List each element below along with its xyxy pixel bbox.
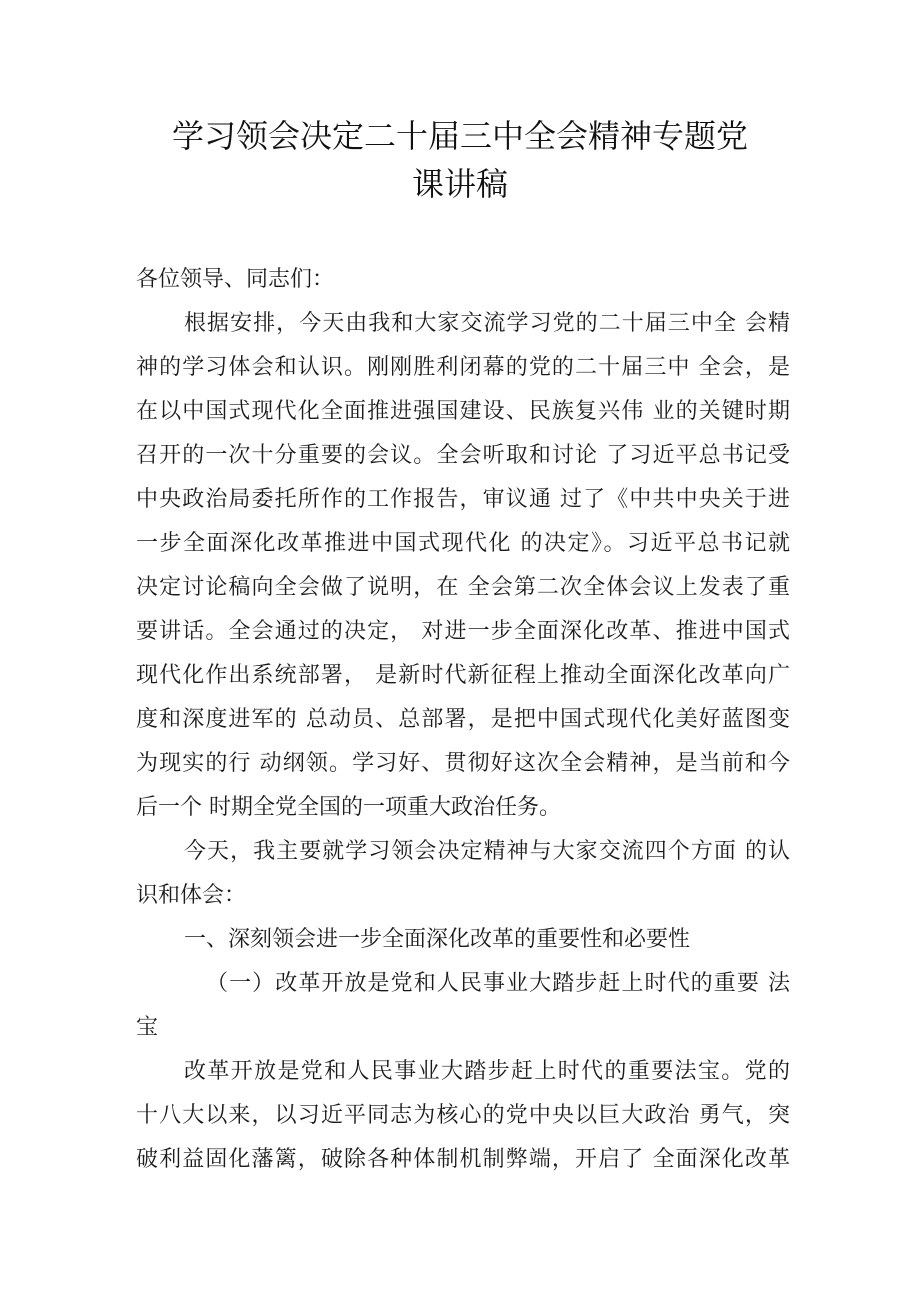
- salutation: 各位领导、同志们：: [136, 267, 335, 292]
- paragraph-line: 在以中国式现代化全面推进强国建设、民族复兴伟 业的关键时期: [136, 399, 790, 424]
- document-title-line-2: 课讲稿: [411, 165, 508, 203]
- paragraph-line: 召开的一次十分重要的会议。全会听取和讨论 了习近平总书记受: [136, 443, 790, 468]
- section-heading: 一、深刻领会进一步全面深化改革的重要性和必要性: [184, 927, 691, 952]
- paragraph-line: 根据安排，今天由我和大家交流学习党的二十届三中全 会精: [184, 311, 790, 336]
- paragraph-line: 要讲话。全会通过的决定， 对进一步全面深化改革、推进中国式: [136, 619, 790, 644]
- paragraph-line: 度和深度进军的 总动员、总部署，是把中国式现代化美好蓝图变: [136, 707, 790, 732]
- paragraph-line: 识和体会：: [136, 883, 247, 908]
- paragraph-line: 决定讨论稿向全会做了说明，在 全会第二次全体会议上发表了重: [136, 575, 790, 600]
- paragraph-line: 现代化作出系统部署， 是新时代新征程上推动全面深化改革向广: [136, 663, 790, 688]
- paragraph-line: 神的学习体会和认识。刚刚胜利闭幕的党的二十届三中 全会，是: [136, 355, 790, 380]
- paragraph-line: 十八大以来，以习近平同志为核心的党中央以巨大政治 勇气，突: [136, 1103, 790, 1128]
- paragraph-line: 一步全面深化改革推进中国式现代化 的决定》。习近平总书记就: [136, 531, 790, 556]
- paragraph-line: 改革开放是党和人民事业大踏步赶上时代的重要法宝。党的: [184, 1059, 790, 1084]
- paragraph-line: 为现实的行 动纲领。学习好、贯彻好这次全会精神，是当前和今: [136, 751, 790, 776]
- paragraph-line: 中央政治局委托所作的工作报告，审议通 过了《中共中央关于进: [136, 487, 790, 512]
- paragraph-line: 破利益固化藩篱，破除各种体制机制弊端，开启了 全面深化改革: [136, 1147, 790, 1172]
- paragraph-line: 后一个 时期全党全国的一项重大政治任务。: [136, 795, 561, 820]
- paragraph-line: 今天，我主要就学习领会决定精神与大家交流四个方面 的认: [184, 839, 790, 864]
- subsection-heading-line: （一）改革开放是党和人民事业大踏步赶上时代的重要 法: [206, 971, 790, 996]
- document-title-line-1: 学习领会决定二十届三中全会精神专题党: [171, 117, 748, 155]
- subsection-heading-line: 宝: [136, 1015, 159, 1040]
